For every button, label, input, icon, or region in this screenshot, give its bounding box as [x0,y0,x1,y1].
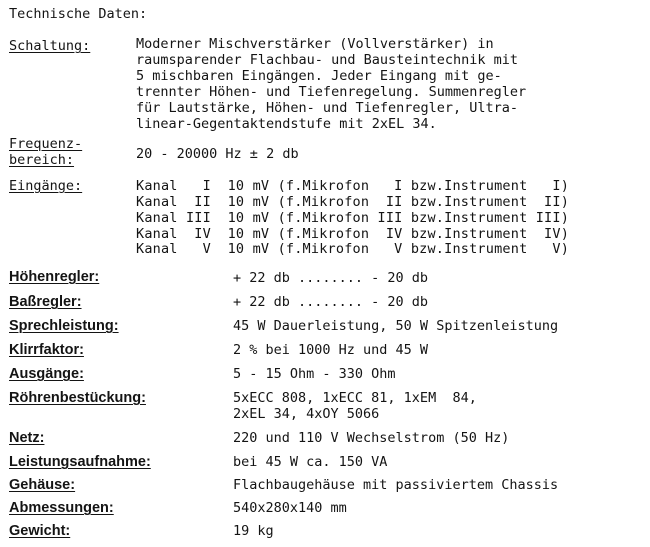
klirrfaktor-value: 2 % bei 1000 Hz und 45 W [233,342,429,358]
bassregler-label: Baßregler: [9,294,82,310]
netz-value: 220 und 110 V Wechselstrom (50 Hz) [233,430,510,446]
leistungsaufnahme-value: bei 45 W ca. 150 VA [233,454,388,470]
klirrfaktor-label: Klirrfaktor: [9,342,84,358]
bassregler-value: + 22 db ........ - 20 db [233,294,429,310]
roehrenbestueckung-label: Röhrenbestückung: [9,390,146,406]
schaltung-line-2: raumsparender Flachbau- und Bausteintechnik mit [136,52,519,68]
eingang-row-1: Kanal I 10 mV (f.Mikrofon I bzw.Instrument I) [136,178,570,194]
hoehenregler-label: Höhenregler: [9,269,100,285]
eingang-row-3: Kanal III 10 mV (f.Mikrofon III bzw.Instrument III) [136,210,570,226]
schaltung-line-3: 5 mischbaren Eingängen. Jeder Eingang mit ge- [136,68,502,84]
plus-minus-symbol: ± [249,146,258,162]
ausgaenge-value: 5 - 15 Ohm - 330 Ohm [233,366,396,382]
frequenz-label-line-1: Frequenz- [9,136,83,152]
gewicht-label: Gewicht: [9,523,71,539]
frequenz-label-line-2: bereich: [9,152,75,168]
roehrenbestueckung-value-line-1: 5xECC 808, 1xECC 81, 1xEM 84, [233,390,477,406]
schaltung-label: Schaltung: [9,38,91,54]
eingang-row-2: Kanal II 10 mV (f.Mikrofon II bzw.Instrument II) [136,194,570,210]
eingang-row-5: Kanal V 10 mV (f.Mikrofon V bzw.Instrument V) [136,241,570,257]
ausgaenge-label: Ausgänge: [9,366,84,382]
eingang-row-4: Kanal IV 10 mV (f.Mikrofon IV bzw.Instrument IV) [136,226,570,242]
hoehenregler-value: + 22 db ........ - 20 db [233,270,429,286]
gewicht-value: 19 kg [233,523,274,539]
schaltung-line-5: für Lautstärke, Höhen- und Tiefenregler, Ultra- [136,100,519,116]
netz-label: Netz: [9,430,45,446]
gehaeuse-label: Gehäuse: [9,477,76,493]
frequenz-value [136,146,299,162]
frequenz-value-tolerance: 2 db [257,146,299,162]
gehaeuse-value: Flachbaugehäuse mit passiviertem Chassis [233,477,559,493]
abmessungen-value: 540x280x140 mm [233,500,347,516]
eingaenge-label: Eingänge: [9,178,83,194]
leistungsaufnahme-label: Leistungsaufnahme: [9,454,151,470]
schaltung-line-6: linear-Gegentaktendstufe mit 2xEL 34. [136,116,437,132]
schaltung-line-1: Moderner Mischverstärker (Vollverstärker) in [136,36,494,52]
frequenz-value-range: 20 - 20000 Hz [136,146,250,162]
sprechleistung-value: 45 W Dauerleistung, 50 W Spitzenleistung [233,318,559,334]
schaltung-line-4: trennter Höhen- und Tiefenregelung. Summenregler [136,84,527,100]
roehrenbestueckung-value-line-2: 2xEL 34, 4xOY 5066 [233,406,380,422]
abmessungen-label: Abmessungen: [9,500,114,516]
page-title: Technische Daten: [9,6,148,22]
sprechleistung-label: Sprechleistung: [9,318,119,334]
